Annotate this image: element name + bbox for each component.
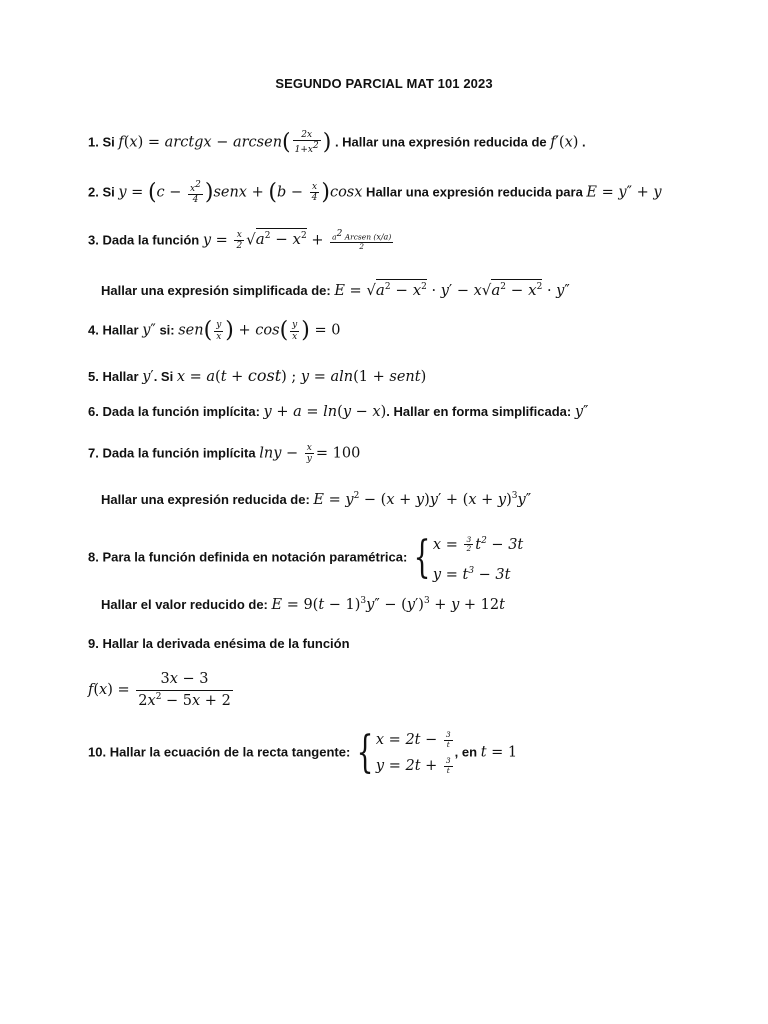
problem-text: Para la función definida en notación paramétrica: xyxy=(98,549,411,565)
problem-text: Hallar una expresión simplificada de: xyxy=(101,283,335,298)
parametric-system: x = $\frac{3}{2}$ $t^2 - 3t$ $y = t^3 - 3t$ xyxy=(432,535,524,583)
problem-text: Hallar la derivada enésima de la función xyxy=(98,636,350,651)
problem-text: Hallar xyxy=(98,369,143,384)
problem-9 xyxy=(88,636,350,652)
problem-10: 10. Hallar la ecuación de la recta tangente: { x = 2t − $\frac{3}{t}$ y = 2t + $\frac{3}{t}$ , en t = 1 xyxy=(88,727,518,778)
parametric-system: x = 2t − $\frac{3}{t}$ y = 2t + $\frac{3}{t}$ xyxy=(375,730,451,775)
problem-8-task: Hallar el valor reducido de: $E = 9(t - 1)^3y'' - (y')^3 + y + 12t$ xyxy=(101,596,505,613)
problem-text: Hallar la ecuación de la recta tangente: xyxy=(106,744,354,760)
problem-8: 8. Para la función definida en notación paramétrica: { x = $\frac{3}{2}$ $t^2 - 3t$ $y = t^3 - 3t$ xyxy=(88,528,523,588)
problem-7: 7. Dada la función implícita lny − $\frac{x}{y}$ = 100 xyxy=(88,443,361,465)
problem-text: Hallar xyxy=(98,322,143,338)
math-expression: f xyxy=(118,134,124,151)
problem-3-task: Hallar una expresión simplificada de: $E = √a^2 - x^2 \cdot y' - x√a^2 - x^2 \cdot y''$ xyxy=(101,281,570,299)
problem-3: 3. Dada la función y = $\frac{x}{2}$ $√a^2 - x^2$ + $\frac{a^2 Arcsen (x/a)}{2}$ xyxy=(88,229,392,252)
problem-number: 3. xyxy=(88,232,99,248)
problem-number: 9. xyxy=(88,636,99,651)
problem-text: Dada la función implícita: xyxy=(98,404,264,419)
problem-number: 10. xyxy=(88,744,107,760)
problem-number: 6. xyxy=(88,404,99,419)
problem-text: . Hallar una expresión reducida de xyxy=(331,134,551,150)
problem-number: 4. xyxy=(88,322,99,338)
problem-text: . Hallar en forma simplificada: xyxy=(386,404,575,419)
problem-text: Si xyxy=(98,134,119,150)
exam-title: SEGUNDO PARCIAL MAT 101 2023 xyxy=(275,76,493,91)
problem-text: Dada la función xyxy=(98,232,203,248)
problem-text: , en xyxy=(454,744,481,760)
problem-number: 2. xyxy=(88,184,99,200)
problem-number: 7. xyxy=(88,445,99,461)
math-expression: y xyxy=(202,232,212,249)
problem-5: 5. Hallar y′. Si x = a(t + cost) ; y = aln(1 + sent) xyxy=(88,366,427,385)
problem-number: 8. xyxy=(88,549,99,565)
problem-text: Dada la función implícita xyxy=(98,445,260,461)
problem-2: 2. Si y = (c − $\frac{x^2}{4}$ )senx + (b − $\frac{x}{4}$ )cosx Hallar una expresión reducida para E = y″ + y xyxy=(88,179,662,206)
problem-text: Hallar una expresión reducida de: xyxy=(101,492,314,507)
problem-number: 5. xyxy=(88,369,99,384)
math-expression: y xyxy=(118,184,127,201)
problem-number: 1. xyxy=(88,134,99,150)
problem-7-task: Hallar una expresión reducida de: $E = y^2 - (x + y)y' + (x + y)^3y''$ xyxy=(101,491,532,508)
problem-4: 4. Hallar y″ si: sen( $\frac{y}{x}$ ) + cos( $\frac{y}{x}$ ) = 0 xyxy=(88,318,341,343)
problem-6: 6. Dada la función implícita: y + a = ln(y − x). Hallar en forma simplificada: y″ xyxy=(88,404,589,420)
problem-9-function: f(x) = $\frac{3x - 3}{2x^2 - 5x + 2}$ xyxy=(88,671,231,709)
problem-1: 1. Si f(x) = arctgx − arcsen( $\frac{2x}{1+x^2}$ ) . Hallar una expresión reducida de f′(x) . xyxy=(88,129,586,156)
problem-text: Hallar el valor reducido de: xyxy=(101,597,272,612)
problem-text: Hallar una expresión reducida para xyxy=(362,184,587,200)
problem-text: Si xyxy=(98,184,119,200)
